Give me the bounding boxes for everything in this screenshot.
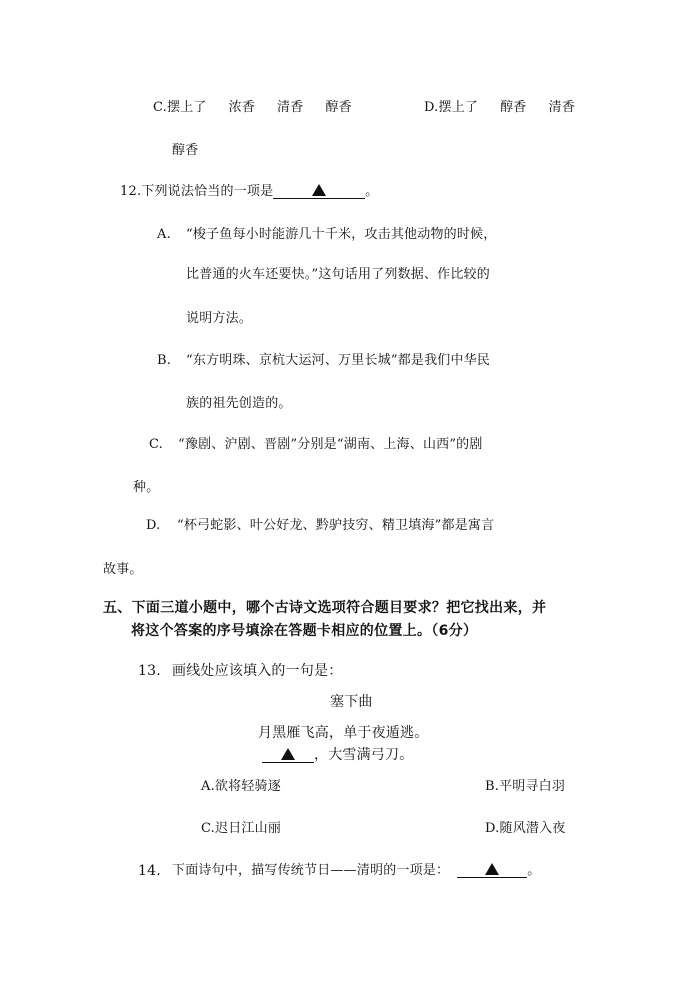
q12-option-d-line1: “杯弓蛇影、叶公好龙、黔驴技穷、精卫填海”都是寓言 — [177, 518, 495, 533]
q12-option-c-letter: C. — [149, 437, 164, 452]
q13-option-a: A.欲将轻骑逐 — [201, 779, 281, 794]
answer-blank[interactable] — [457, 863, 527, 878]
q12-option-c-line2: 种。 — [133, 480, 160, 495]
q13-option-b: B.平明寻白羽 — [485, 779, 566, 794]
q11-option-d-cont: 醇香 — [172, 143, 199, 158]
q14-stem: 下面诗句中，描写传统节日——清明的一项是： 。 — [172, 863, 541, 878]
triangle-icon — [485, 863, 499, 875]
q12-option-a-line3: 说明方法。 — [186, 311, 253, 326]
section-5-heading-line2: 将这个答案的序号填涂在答题卡相应的位置上。（6分） — [131, 623, 478, 639]
q12-option-c-line1: “豫剧、沪剧、晋剧”分别是“湖南、上海、山西”的剧 — [178, 437, 483, 452]
option-part: 摆上了 — [167, 100, 207, 115]
q12-option-d-letter: D. — [146, 518, 161, 533]
poem-line-2: ，大雪满弓刀。 — [262, 746, 413, 764]
answer-blank[interactable] — [262, 748, 314, 763]
q12-option-a-letter: A. — [157, 227, 171, 242]
q12-option-b-line1: “东方明珠、京杭大运河、万里长城”都是我们中华民 — [186, 353, 491, 368]
q14-number: 14. — [138, 863, 161, 879]
option-letter: C. — [153, 100, 168, 115]
option-part: 清香 — [277, 100, 304, 115]
q13-option-c: C.迟日江山丽 — [201, 821, 282, 836]
option-part: 摆上了 — [438, 100, 479, 115]
q12-option-a-line2: 比普通的火车还要快。”这句话用了列数据、作比较的 — [186, 267, 490, 282]
q12-option-b-letter: B. — [157, 353, 172, 368]
q12-option-b-line2: 族的祖先创造的。 — [186, 396, 292, 411]
triangle-icon — [312, 184, 326, 196]
poem-title: 塞下曲 — [330, 694, 373, 710]
q13-option-d: D.随风潜入夜 — [485, 821, 566, 836]
poem-line-1: 月黑雁飞高，单于夜遁逃。 — [258, 725, 429, 741]
option-part: 醇香 — [325, 100, 352, 115]
q11-option-c — [153, 99, 352, 117]
q11-option-d — [424, 99, 575, 117]
q13-number: 13. — [138, 663, 161, 679]
q13-stem: 画线处应该填入的一句是： — [172, 663, 343, 679]
q12-option-d-line2: 故事。 — [103, 562, 143, 577]
answer-blank[interactable] — [273, 184, 365, 199]
option-letter: D. — [424, 100, 439, 115]
triangle-icon — [281, 748, 295, 760]
q12-option-a-line1: “梭子鱼每小时能游几十千米，攻击其他动物的时候， — [186, 227, 497, 242]
option-part: 浓香 — [228, 100, 256, 115]
option-part: 清香 — [548, 100, 575, 115]
section-5-heading-line1: 五、下面三道小题中，哪个古诗文选项符合题目要求？把它找出来，并 — [103, 600, 547, 616]
q12-stem: 12.下列说法恰当的一项是 。 — [120, 184, 379, 199]
option-part: 醇香 — [500, 100, 527, 115]
